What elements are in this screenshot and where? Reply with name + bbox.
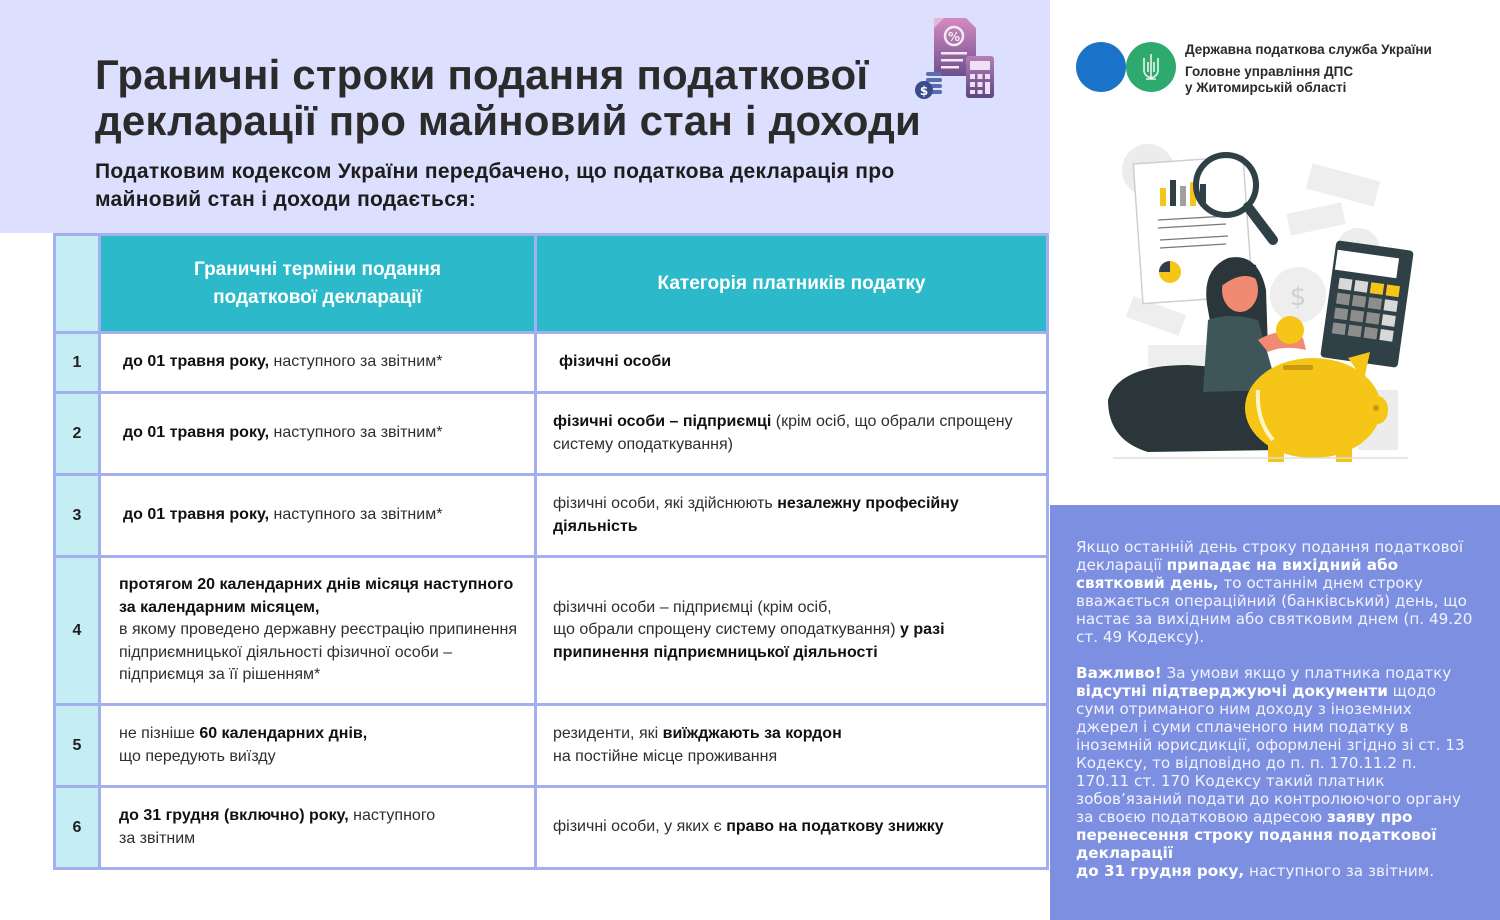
org-name: Державна податкова служба України — [1185, 42, 1432, 57]
row-deadline: до 01 травня року, наступного за звітним* — [100, 333, 536, 393]
row-deadline: до 01 травня року, наступного за звітним* — [100, 393, 536, 475]
tax-document-calculator-icon — [914, 14, 998, 100]
header-number — [55, 235, 100, 333]
table-row — [55, 475, 1048, 557]
note-important: Важливо! За умови якщо у платника податку відсутні підтверджуючі документи щодо суми отриманого ним доходу з іноземних джерел і суми сплаченого ним податку в іноземній юрисдикції, оформлені згідно зі ст. 13 Кодексу, то відповідно до п. п. 170.11.2 п. 170.11 ст. 170 Кодексу такий платник зобов’язаний подати до контролюючого органу за своєю податковою адресою заяву про перенесення строку подання податкової декларації до 31 грудня року, наступного за звітним. — [1076, 664, 1465, 880]
branch-name — [1185, 64, 1353, 96]
row-number: 5 — [55, 705, 100, 787]
note-weekend-rule: Якщо останній день строку подання податкової декларації припадає на вихідний або святковий день, то останнім днем строку вважається операційний (банківський) день, що настає за вихідним або святковим днем (п. 49.20 ст. 49 Кодексу). — [1076, 538, 1473, 646]
organization-logo — [1076, 42, 1486, 96]
finance-illustration — [1108, 140, 1428, 465]
row-number: 2 — [55, 393, 100, 475]
table-row — [55, 705, 1048, 787]
page-subtitle: Податковим кодексом України передбачено, що податкова декларація про майновий стан і доходи подається: — [95, 160, 895, 211]
row-category: фізичні особи, у яких є право на податкову знижку — [536, 787, 1048, 869]
row-number: 4 — [55, 557, 100, 705]
table-row — [55, 557, 1048, 705]
row-deadline: до 01 травня року, наступного за звітним* — [100, 475, 536, 557]
row-deadline: протягом 20 календарних днів місяця наступного за календарним місяцем, в якому проведено державну реєстрацію припинення підприємницької діяльності фізичної особи – підприємця за її рішенням* — [100, 557, 536, 705]
deadlines-table — [53, 233, 1049, 870]
row-deadline: не пізніше 60 календарних днів, що передують виїзду — [100, 705, 536, 787]
branch-line-1: Головне управління ДПС — [1185, 64, 1354, 79]
logo-blue-circle — [1076, 42, 1126, 92]
row-category: фізичні особи — [536, 333, 1048, 393]
row-number: 6 — [55, 787, 100, 869]
page-title: Граничні строки подання податкової декларації про майновий стан і доходи — [95, 51, 921, 144]
header-category: Категорія платників податку — [536, 235, 1048, 333]
row-category: фізичні особи – підприємці (крім осіб, що обрали спрощену систему оподаткування) у разі припинення підприємницької діяльності — [536, 557, 1048, 705]
table-row — [55, 393, 1048, 475]
svg-text:$: $ — [1289, 282, 1307, 312]
header-deadline — [100, 235, 536, 333]
important-note-panel — [1050, 505, 1500, 920]
header-deadline-label: Граничні терміни подання податкової декларації — [194, 258, 441, 308]
table-row — [55, 333, 1048, 393]
row-category: резиденти, які виїжджають за кордон на постійне місце проживання — [536, 705, 1048, 787]
trident-icon — [1126, 42, 1176, 92]
row-category: фізичні особи, які здійснюють незалежну професійну діяльність — [536, 475, 1048, 557]
row-deadline: до 31 грудня (включно) року, наступного за звітним — [100, 787, 536, 869]
row-number: 3 — [55, 475, 100, 557]
table-header-row — [55, 235, 1048, 333]
branch-line-2: у Житомирській області — [1185, 80, 1347, 95]
row-category: фізичні особи – підприємці (крім осіб, що обрали спрощену систему оподаткування) — [536, 393, 1048, 475]
svg-text:%: % — [947, 30, 961, 44]
svg-text:$: $ — [919, 84, 929, 98]
table-row — [55, 787, 1048, 869]
row-number: 1 — [55, 333, 100, 393]
